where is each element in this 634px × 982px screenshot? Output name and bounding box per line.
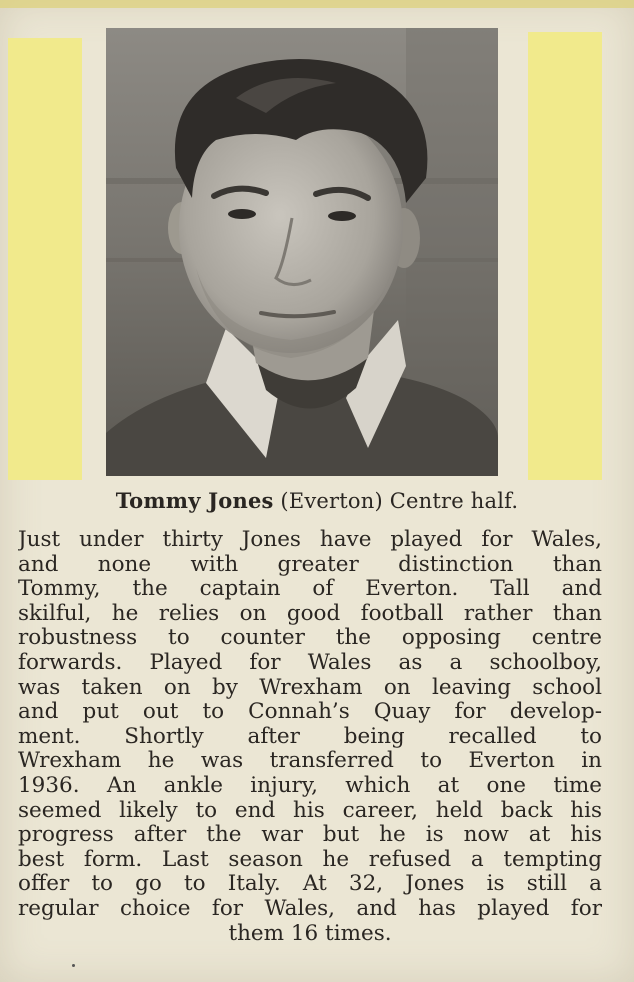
bio-line: skilful, he relies on good football rather than <box>18 601 602 626</box>
yellow-panel-left <box>8 38 82 480</box>
bio-line: and none with greater distinction than <box>18 552 602 577</box>
photo-caption <box>0 488 634 513</box>
print-speck <box>72 964 75 967</box>
bio-line: offer to go to Italy. At 32, Jones is still a <box>18 872 602 897</box>
bio-line: robustness to counter the opposing centre <box>18 626 602 651</box>
bio-line-last: them 16 times. <box>228 921 392 946</box>
bio-line: regular choice for Wales, and has played for <box>18 896 602 921</box>
player-biography <box>18 528 602 946</box>
bio-line: Tommy, the captain of Everton. Tall and <box>18 577 602 602</box>
bio-line: 1936. An ankle injury, which at one time <box>18 773 602 798</box>
bio-line: seemed likely to end his career, held back his <box>18 798 602 823</box>
bio-line: Just under thirty Jones have played for Wales, <box>18 528 602 552</box>
portrait-illustration <box>106 28 498 476</box>
player-portrait-photo <box>106 28 498 476</box>
bio-line: forwards. Played for Wales as a schoolboy, <box>18 650 602 675</box>
bio-line: progress after the war but he is now at his <box>18 823 602 848</box>
player-name: Tommy Jones <box>115 488 274 513</box>
bio-line: was taken on by Wrexham on leaving school <box>18 675 602 700</box>
yellow-panel-right <box>528 32 602 480</box>
bio-line: best form. Last season he refused a tempting <box>18 847 602 872</box>
bio-line: and put out to Connah’s Quay for develop- <box>18 700 602 725</box>
bio-line: Wrexham he was transferred to Everton in <box>18 749 602 774</box>
top-yellow-strip <box>0 0 634 8</box>
player-club-position: (Everton) Centre half. <box>273 489 519 513</box>
bio-line: ment. Shortly after being recalled to <box>18 724 602 749</box>
